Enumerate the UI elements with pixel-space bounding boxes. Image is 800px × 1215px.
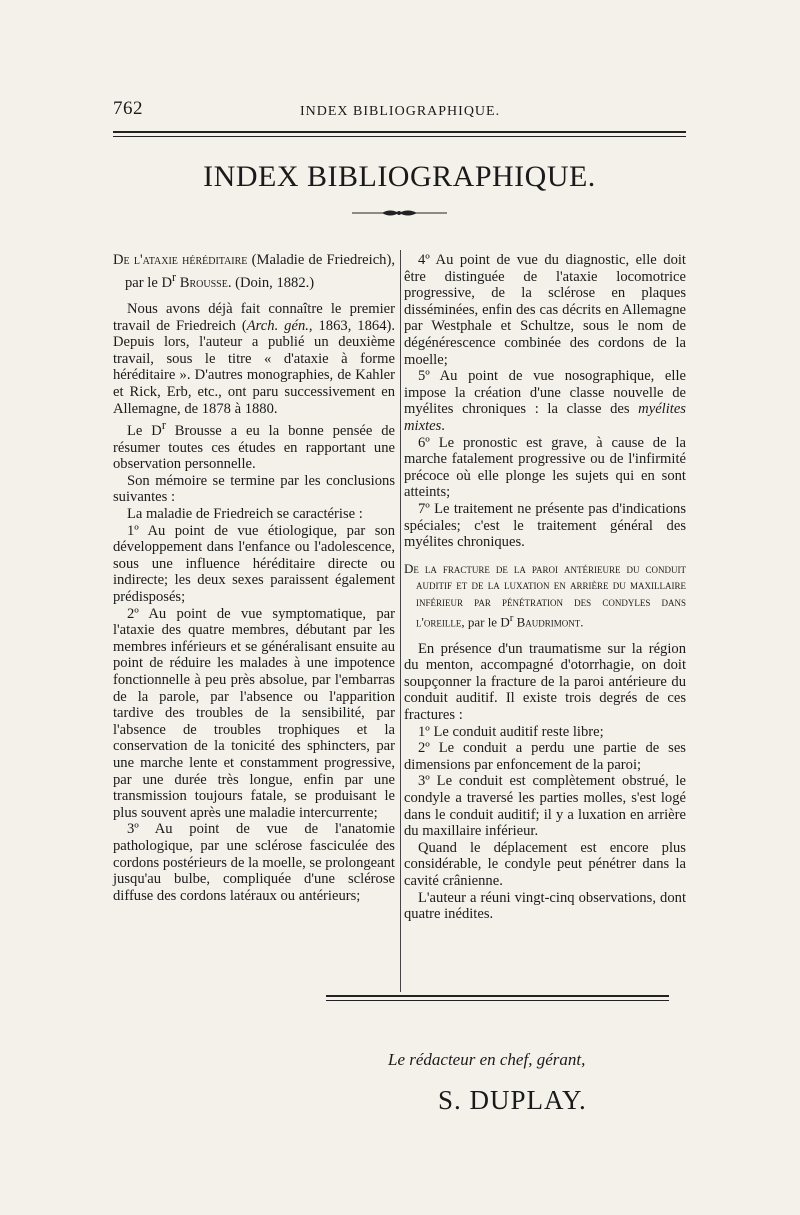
paragraph: 1º Au point de vue étiologique, par son développement dans l'enfance ou l'adolescence, sous une influence héréditaire directe ou indirecte; les deux sexes paraissent également prédisposés; bbox=[113, 522, 395, 605]
column-divider bbox=[400, 250, 401, 992]
text: Le D bbox=[127, 423, 162, 440]
footer-rule-thin bbox=[326, 1000, 669, 1001]
emphasis: myélites mixtes bbox=[404, 401, 686, 434]
paragraph bbox=[404, 368, 686, 434]
page-number: 762 bbox=[113, 98, 143, 119]
paragraph: 4º Au point de vue du diagnostic, elle doit être distinguée de l'ataxie locomotrice progressive, de la sclérose en plaques disséminées, enfin des cas décrits en Allemagne par Westphale et Schultze, sous le nom de dégénérescence combinée des cordons de la moelle; bbox=[404, 252, 686, 368]
entry-title: De la fracture de la paroi antérieure du conduit auditif et de la luxation en arrière du maxillaire inférieur par pénétration des condyles dans l'oreille bbox=[404, 560, 686, 630]
paragraph: 1º Le conduit auditif reste libre; bbox=[418, 723, 604, 740]
text: Nous avons déjà fait connaître le premier travail de Friedreich ( bbox=[113, 301, 395, 334]
paragraph: Son mémoire se termine par les conclusions suivantes : bbox=[113, 472, 395, 506]
signature-role: Le rédacteur en chef, gérant, bbox=[388, 1050, 586, 1069]
text: , 1863, 1864). Depuis lors, l'auteur a publié un deuxième travail, sous le titre « d'ataxie à forme héréditaire ». D'autres monographies, de Kahler et Rick, Erb, etc., ont paru successivement en Allemagne, de 1878 à 1880. bbox=[113, 317, 395, 417]
doctor-sup: r bbox=[509, 611, 514, 624]
paragraph: 6º Le pronostic est grave, à cause de la marche fatalement progressive ou de l'infirmité précoce où elle plonge les sujets qui en sont atteints; bbox=[404, 434, 686, 501]
paragraph: L'auteur a réuni vingt-cinq observations, dont quatre inédites. bbox=[404, 889, 686, 923]
header-rule-thick bbox=[113, 131, 686, 133]
paragraph: 3º Au point de vue de l'anatomie pathologique, par une sclérose fasciculée des cordons postérieurs de la moelle, se prolongeant jusqu'au bulbe, compliquée d'une sclérose diffuse des cordons latéraux ou antérieurs; bbox=[113, 821, 395, 904]
running-head: INDEX BIBLIOGRAPHIQUE. bbox=[300, 104, 501, 119]
entry-author: Baudrimont bbox=[513, 614, 581, 630]
entry-author: Brousse bbox=[176, 274, 228, 291]
paragraph: 7º Le traitement ne présente pas d'indications spéciales; c'est le traitement général des myélites chroniques. bbox=[404, 500, 686, 551]
header-rule-thin bbox=[113, 136, 686, 137]
entry-heading-ataxie bbox=[113, 252, 395, 291]
paragraph: La maladie de Friedreich se caractérise : bbox=[127, 506, 363, 523]
paragraph bbox=[113, 301, 395, 417]
doctor-sup: r bbox=[161, 418, 166, 433]
paragraph bbox=[113, 417, 395, 473]
entry-publication: . (Doin, 1882.) bbox=[227, 274, 315, 291]
entry-title: De l'ataxie héréditaire bbox=[113, 252, 248, 268]
paragraph: Quand le déplacement est encore plus considérable, le condyle peut pénétrer dans la cavité crânienne. bbox=[404, 839, 686, 889]
page-title: INDEX BIBLIOGRAPHIQUE. bbox=[203, 160, 596, 193]
right-column bbox=[404, 252, 686, 923]
text: . bbox=[580, 614, 584, 630]
text: , par le D bbox=[461, 614, 510, 630]
entry-subtitle: (Maladie de Friedreich), par le D bbox=[125, 252, 395, 291]
text: Brousse a eu la bonne pensée de résumer toutes ces études en rapportant une observation personnelle. bbox=[113, 423, 395, 473]
ornament-divider bbox=[352, 208, 447, 218]
entry-heading-fracture bbox=[404, 561, 686, 631]
left-column bbox=[113, 252, 395, 904]
text: 5º Au point de vue nosographique, elle impose la création d'une classe nouvelle de myélites chroniques : la classe des bbox=[404, 368, 686, 418]
text: . bbox=[441, 417, 445, 434]
signature-name: S. DUPLAY. bbox=[438, 1085, 587, 1115]
paragraph: 3º Le conduit est complètement obstrué, le condyle a traversé les parties molles, s'est logé dans le conduit auditif; il y a luxation en arrière du maxillaire inférieur. bbox=[404, 773, 686, 840]
footer-rule-thick bbox=[326, 995, 669, 997]
paragraph: 2º Le conduit a perdu une partie de ses dimensions par enfoncement de la paroi; bbox=[404, 740, 686, 773]
journal-ref: Arch. gén. bbox=[246, 317, 309, 334]
paragraph: En présence d'un traumatisme sur la région du menton, accompagné d'otorrhagie, on doit soupçonner la fracture de la paroi antérieure du conduit auditif. Il existe trois degrés de ces fractures : bbox=[404, 640, 686, 724]
paragraph: 2º Au point de vue symptomatique, par l'ataxie des quatre membres, débutant par les membres inférieurs et se généralisant ensuite au point de réduire les malades à une impotence fonctionnelle à peu près absolue, par l'embarras de la parole, par l'absence ou l'apparition tardive des troubles de la sensibilité, par l'absence de troubles trophiques et la conservation de la tonicité des sphincters, par une marche lente et constamment progressive, par une durée très longue, enfin par une transmission toujours fatale, se produisant le plus souvent après une maladie intercurrente; bbox=[113, 605, 395, 821]
doctor-sup: r bbox=[172, 269, 177, 284]
